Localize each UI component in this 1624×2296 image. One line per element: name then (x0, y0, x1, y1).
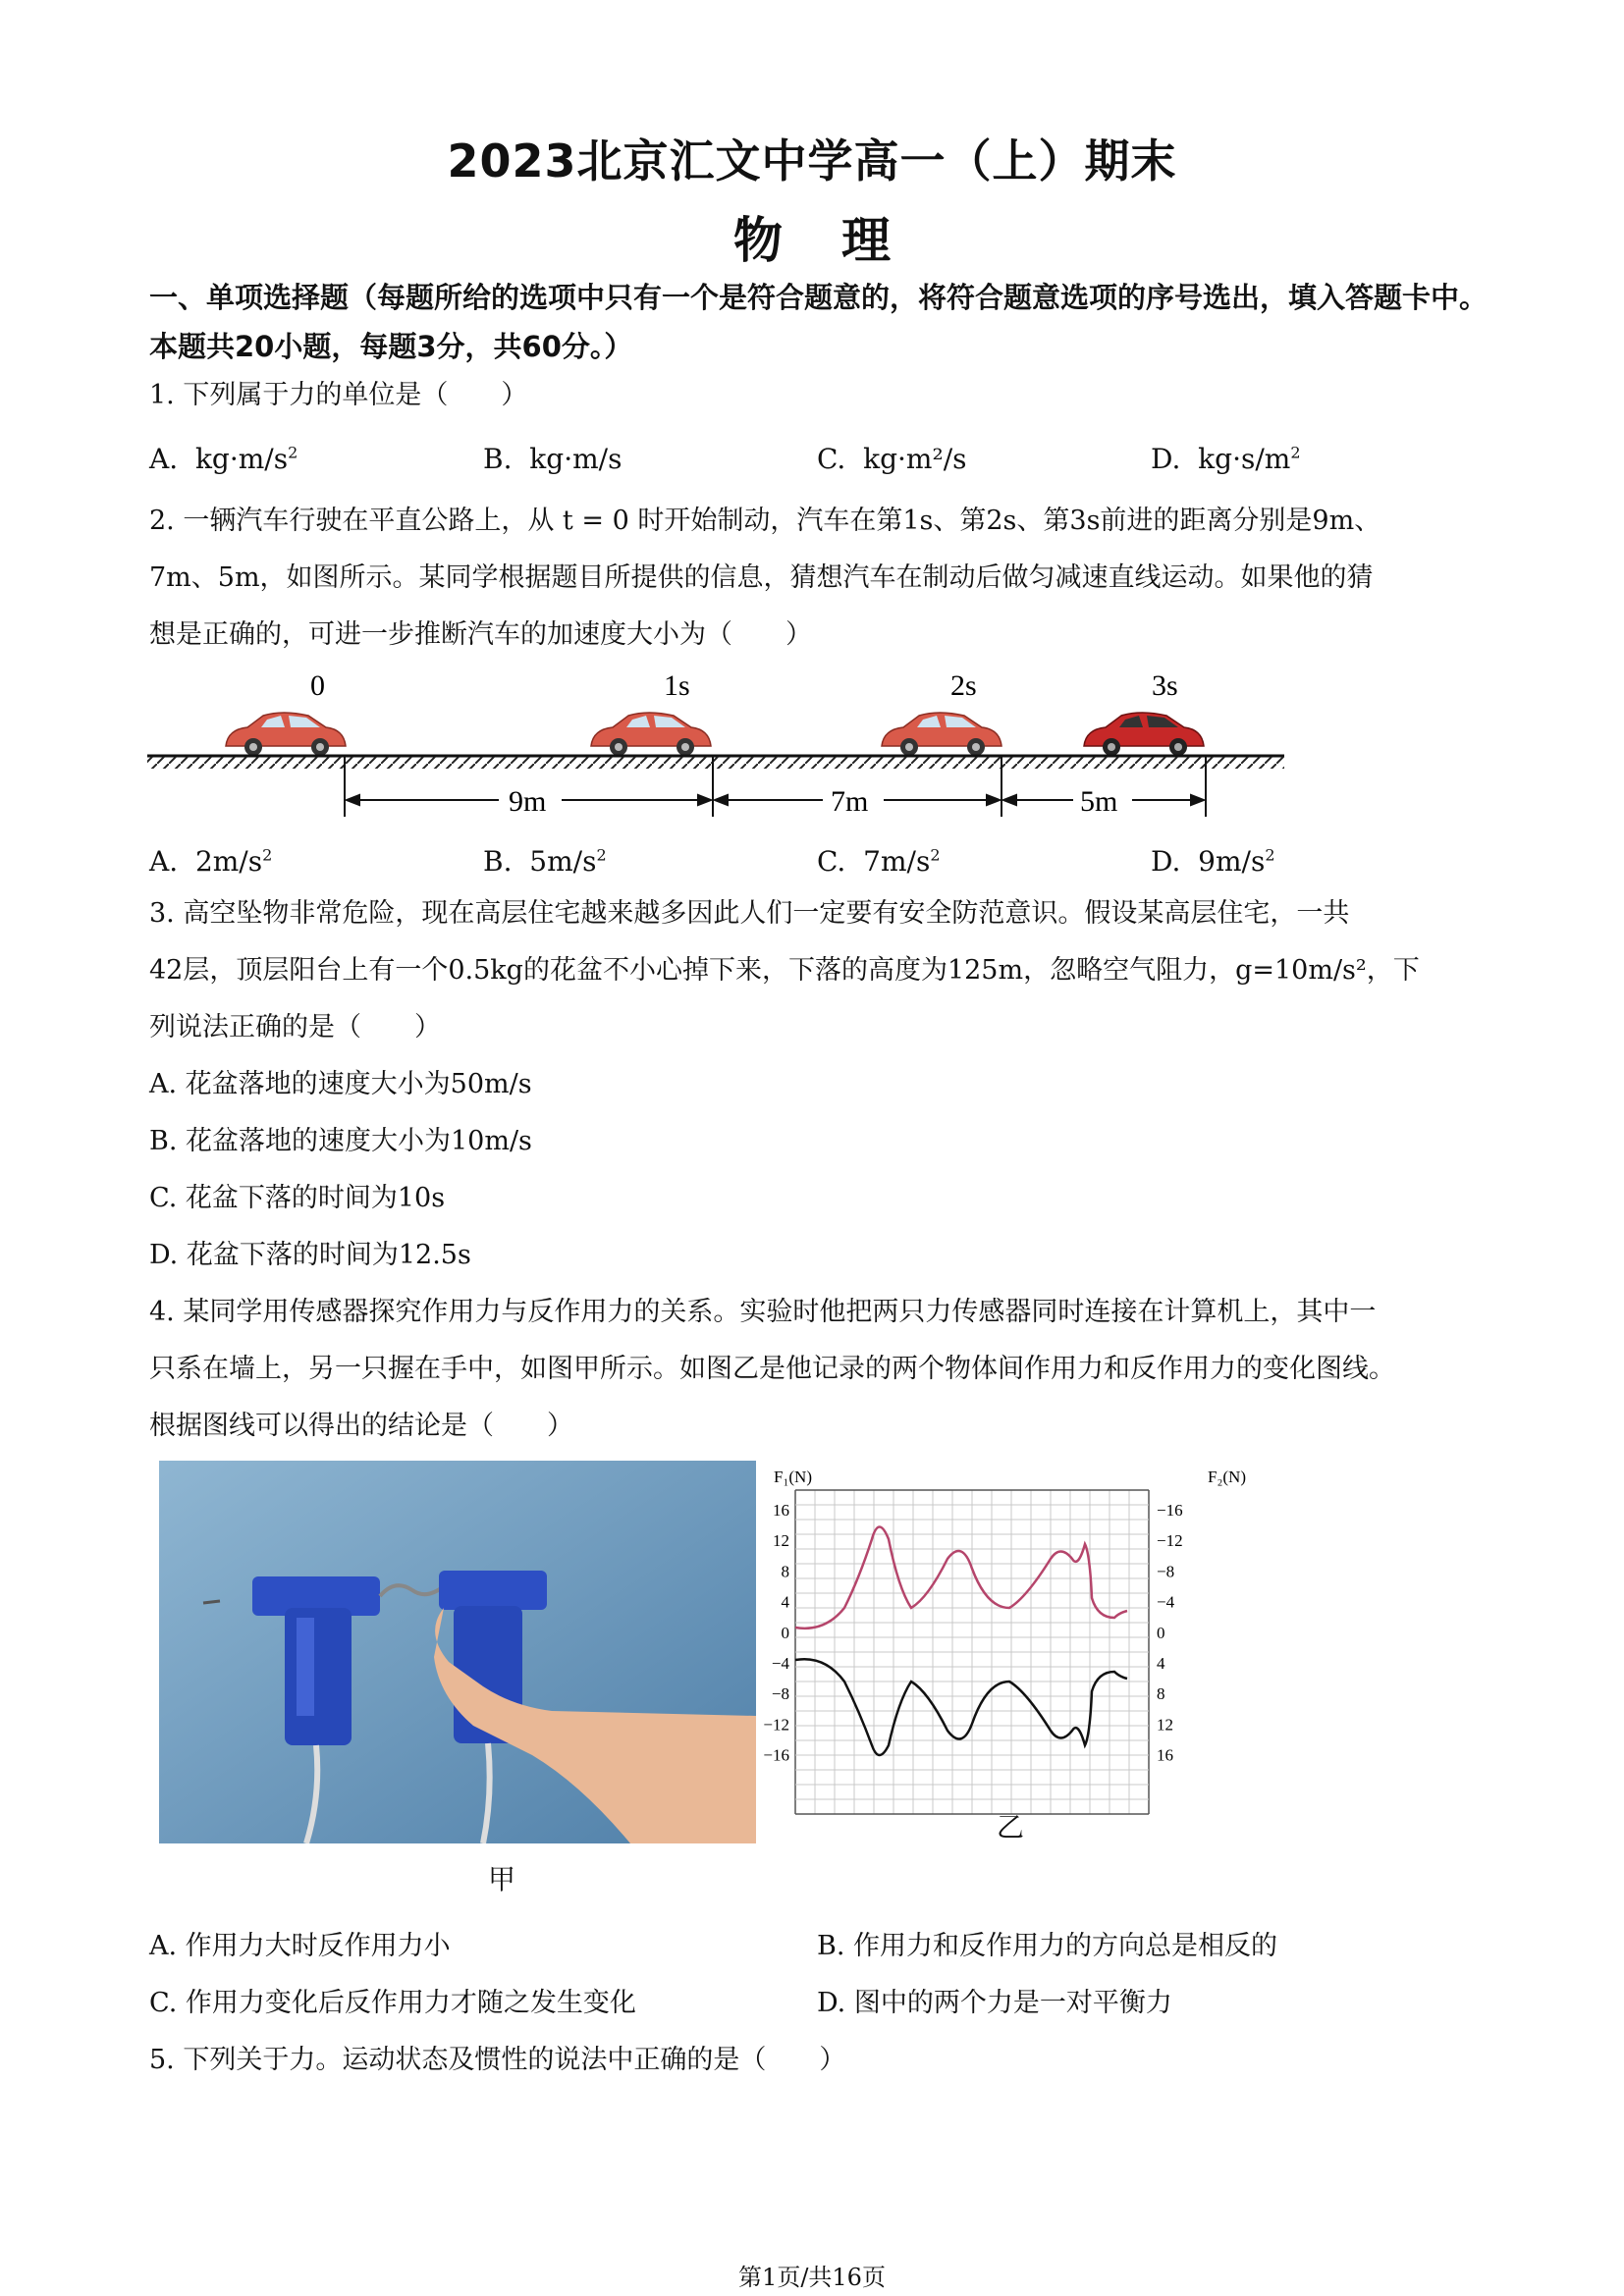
subject-title: 物理 (733, 212, 949, 269)
q4-stem-line2: 只系在墙上，另一只握在手中，如图甲所示。如图乙是他记录的两个物体间作用力和反作用力的变化图线。 (149, 1354, 1395, 1384)
car-icon (1084, 713, 1204, 756)
q2-stem-line2: 7m、5m，如图所示。某同学根据题目所提供的信息，猜想汽车在制动后做匀减速直线运动。如果他的猜 (149, 562, 1374, 593)
time-label-1s: 1s (664, 669, 690, 702)
q3-option-d: D. 花盆下落的时间为12.5s (149, 1240, 471, 1270)
left-tick-label: −4 (771, 1654, 789, 1673)
right-tick-label: 16 (1157, 1745, 1173, 1765)
time-label-2s: 2s (950, 669, 977, 702)
left-tick-labels (763, 1501, 789, 1765)
q2-option-d: D. $9m/s^2$ (1151, 845, 1275, 878)
photo-caption: 甲 (488, 1863, 516, 1896)
q3-stem-line3: 列说法正确的是（ ） (149, 1012, 441, 1042)
q3-option-a: A. 花盆落地的速度大小为50m/s (149, 1069, 532, 1099)
section-heading: 一、单项选择题（每题所给的选项中只有一个是符合题意的，将符合题意选项的序号选出，填入答题卡中。本题共20小题，每题3分，共60分。） (149, 281, 1489, 363)
right-tick-labels (1157, 1501, 1183, 1765)
distance-label-5m: 5m (1080, 785, 1118, 818)
q4-option-c: C. 作用力变化后反作用力才随之发生变化 (149, 1988, 636, 2018)
car-icon (591, 713, 711, 756)
f1-axis-label: F₁(N) (774, 1468, 812, 1486)
q1-stem: 1. 下列属于力的单位是（ ） (149, 380, 528, 410)
right-tick-label: 12 (1157, 1715, 1173, 1735)
right-tick-label: 4 (1157, 1654, 1165, 1673)
left-tick-label: −8 (771, 1684, 789, 1704)
left-tick-label: 12 (773, 1531, 789, 1551)
q2-option-b: B. $5m/s^2$ (483, 845, 607, 878)
right-tick-label: 8 (1157, 1684, 1165, 1704)
q1-option-d: D. $kg\cdot s/m^2$ (1151, 443, 1301, 475)
q1-option-a: A. $kg\cdot m/s^2$ (149, 443, 298, 475)
q4-stem-line1: 4. 某同学用传感器探究作用力与反作用力的关系。实验时他把两只力传感器同时连接在计算机上，其中一 (149, 1297, 1377, 1327)
sensor-photo (159, 1461, 756, 1843)
left-tick-label: 16 (773, 1501, 789, 1520)
right-tick-label: −8 (1157, 1562, 1175, 1581)
graph-grid (795, 1490, 1149, 1814)
q2-stem-line1: 2. 一辆汽车行驶在平直公路上，从 t = 0 时开始制动，汽车在第1s、第2s、第3s前进的距离分别是9m、 (149, 506, 1381, 536)
q2-option-a: A. $2m/s^2$ (149, 845, 273, 878)
car-icon (882, 713, 1001, 756)
q2-figure (145, 658, 1284, 834)
distance-label-7m: 7m (831, 785, 869, 818)
left-tick-label: −12 (763, 1715, 789, 1735)
q4-option-a: A. 作用力大时反作用力小 (149, 1931, 451, 1961)
q1-option-b: B. kg·m/s (483, 443, 623, 475)
car-icon (226, 713, 346, 756)
q4-option-b: B. 作用力和反作用力的方向总是相反的 (817, 1931, 1278, 1961)
time-label-0: 0 (310, 669, 325, 702)
left-tick-label: 0 (781, 1623, 789, 1642)
f1-curve (795, 1527, 1127, 1629)
q3-stem-line1: 3. 高空坠物非常危险，现在高层住宅越来越多因此人们一定要有安全防范意识。假设某高层住宅，一共 (149, 898, 1350, 929)
q2-stem-line3: 想是正确的，可进一步推断汽车的加速度大小为（ ） (149, 619, 812, 650)
exam-title: 2023北京汇文中学高一（上）期末 (447, 134, 1177, 187)
right-tick-label: −12 (1157, 1531, 1183, 1551)
left-tick-label: −16 (763, 1745, 789, 1765)
force-graph (756, 1461, 1267, 1853)
q1-option-c: C. kg·m²/s (817, 443, 967, 475)
q4-option-d: D. 图中的两个力是一对平衡力 (817, 1988, 1172, 2018)
q4-stem-line3: 根据图线可以得出的结论是（ ） (149, 1411, 573, 1441)
q5-stem: 5. 下列关于力。运动状态及惯性的说法中正确的是（ ） (149, 2045, 846, 2075)
right-tick-label: 0 (1157, 1623, 1165, 1642)
graph-caption: 乙 (997, 1811, 1025, 1843)
right-tick-label: −16 (1157, 1501, 1183, 1520)
left-tick-label: 8 (781, 1562, 789, 1581)
q3-option-c: C. 花盆下落的时间为10s (149, 1183, 446, 1213)
f2-axis-label: F₂(N) (1208, 1468, 1246, 1486)
time-label-3s: 3s (1152, 669, 1178, 702)
distance-label-9m: 9m (509, 785, 547, 818)
right-tick-label: −4 (1157, 1592, 1175, 1612)
q2-option-c: C. $7m/s^2$ (817, 845, 941, 878)
page-number: 第1页/共16页 (738, 2264, 886, 2291)
q3-option-b: B. 花盆落地的速度大小为10m/s (149, 1126, 532, 1156)
q3-stem-line2: 42层，顶层阳台上有一个0.5kg的花盆不小心掉下来，下落的高度为125m，忽略空气阻力，g=10m/s²，下 (149, 955, 1420, 986)
left-tick-label: 4 (781, 1592, 789, 1612)
